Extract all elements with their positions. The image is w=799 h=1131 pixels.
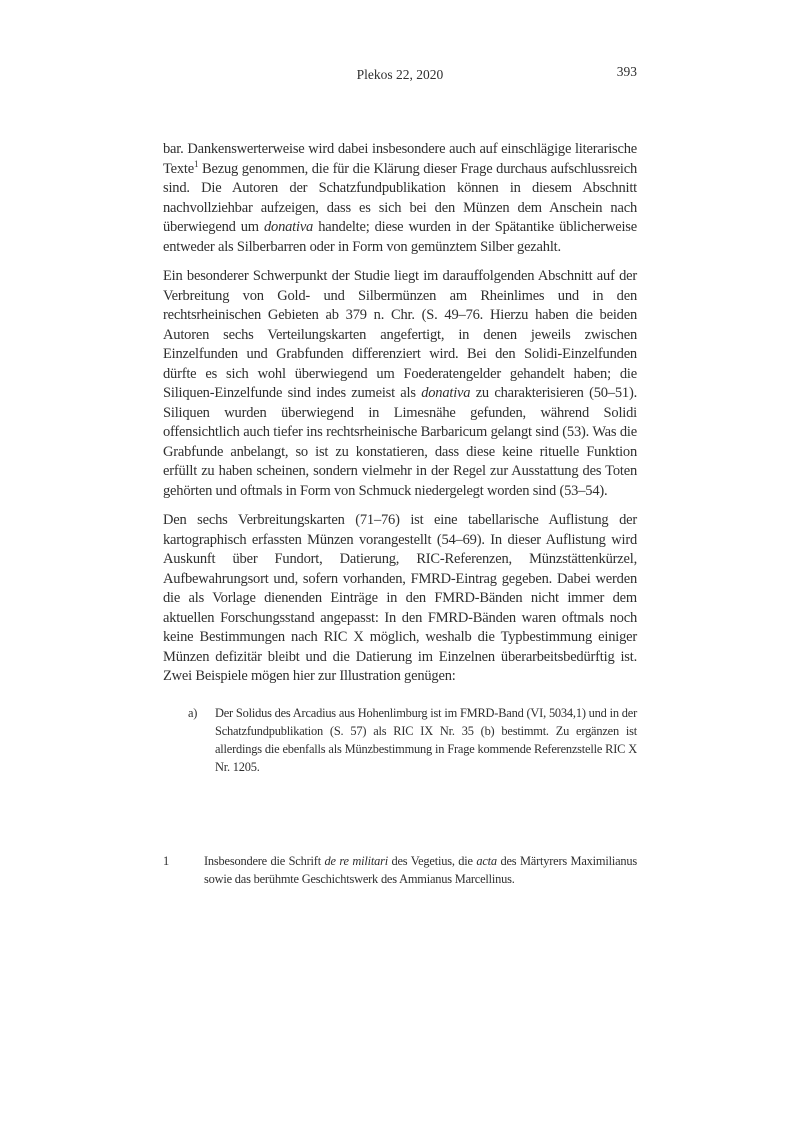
footnote-block: [163, 852, 637, 889]
italic-text-run: donativa: [421, 385, 471, 401]
footnotes: [163, 852, 637, 889]
text-run: handelte; diese wurden in der Spätantike üblicherweise entweder als Silberbarren oder in Form von gemünztem Silber gezahlt.: [163, 219, 637, 255]
list-item-text: [215, 704, 637, 777]
list-item-marker: a): [188, 705, 198, 720]
journal-title: Plekos 22, 2020: [356, 67, 444, 82]
text-run: zu charakterisieren (50–51). Siliquen wurden überwiegend in Limesnähe gefunden, während Solidi offensichtlich auch tiefer ins rechtsrheinische Barbaricum gelangt sind (53). Was die Grabfunde anbelangt, so ist zu konstatieren, dass diese keine rituelle Funktion erfüllt zu haben scheinen, sondern vielmehr in der Regel zur Ausstattung des Toten gehörten und oftmals in Form von Schmuck niedergelegt worden sind (53–54).: [163, 385, 638, 499]
footnote-text: [204, 852, 637, 889]
italic-text-run: donativa: [263, 219, 314, 235]
italic-text-run: acta: [476, 854, 497, 868]
text-run: des Vegetius, die: [387, 854, 477, 868]
text-block: [163, 140, 637, 777]
italic-text-run: de re militari: [324, 854, 388, 868]
text-run: Ein besonderer Schwerpunkt der Studie liegt im darauffolgenden Abschnitt auf der Verbreitung von Gold- und Silbermünzen am Rheinlimes und in den rechtsrheinischen Gebieten ab 379 n. Chr. (S. 49–76. Hierzu haben die beiden Autoren sechs Verteilungskarten angefertigt, in denen jeweils zwischen Einzelfunden und Grabfunden differenziert wird. Bei den Solidi-Einzelfunden dürfte es sich wohl überwiegend um Foederatengelder gehandelt haben; die Siliquen-Einzelfunde sind indes zumeist als: [163, 268, 637, 401]
running-head: [163, 64, 637, 83]
text-run: bar. Dankenswerterweise wird dabei insbesondere auch auf einschlägige literarische Texte: [163, 141, 637, 177]
footnote: [163, 852, 637, 889]
footnote-number: 1: [163, 854, 169, 868]
paragraph: [163, 140, 637, 257]
list-item: [188, 704, 637, 777]
paragraph: [163, 511, 637, 687]
footnote-reference: 1: [194, 158, 199, 169]
body-paragraphs: [163, 140, 637, 687]
text-run: Insbesondere die Schrift: [204, 854, 325, 868]
paragraph: [163, 267, 637, 501]
text-run: Bezug genommen, die für die Klärung dieser Frage durchaus aufschlussreich sind. Die Autoren der Schatzfundpublikation können in diesem Abschnitt nachvollziehbar aufzeigen, dass es sich bei den Münzen dem Anschein nach überwiegend um: [163, 160, 637, 235]
example-list: [163, 704, 637, 777]
text-run: Der Solidus des Arcadius aus Hohenlimburg ist im FMRD-Band (VI, 5034,1) und in der Schatzfundpublikation (S. 57) als RIC IX Nr. 35 (b) bestimmt. Zu ergänzen ist allerdings die ebenfalls als Münzbestimmung in Frage kommende Referenzstelle RIC X Nr. 1205.: [215, 705, 637, 775]
page-number: 393: [616, 64, 637, 79]
text-run: Den sechs Verbreitungskarten (71–76) ist eine tabellarische Auflistung der kartographisch erfassten Münzen vorangestellt (54–69). In dieser Auflistung wird Auskunft über Fundort, Datierung, RIC-Referenzen, Münzstättenkürzel, Aufbewahrungsort und, sofern vorhanden, FMRD-Eintrag gegeben. Dabei werden die als Vorlage dienenden Einträge in den FMRD-Bänden nicht immer dem aktuellen Forschungsstand angepasst: In den FMRD-Bänden waren oftmals noch keine Bestimmungen nach RIC X möglich, weshalb die Typbestimmung einiger Münzen defizitär bleibt und die Datierung im Einzelnen überarbeitsbedürftig ist. Zwei Beispiele mögen hier zur Illustration genügen:: [163, 512, 637, 684]
text-run: des Märtyrers Maximilianus sowie das berühmte Geschichtswerk des Ammianus Marcellinus.: [204, 854, 637, 887]
